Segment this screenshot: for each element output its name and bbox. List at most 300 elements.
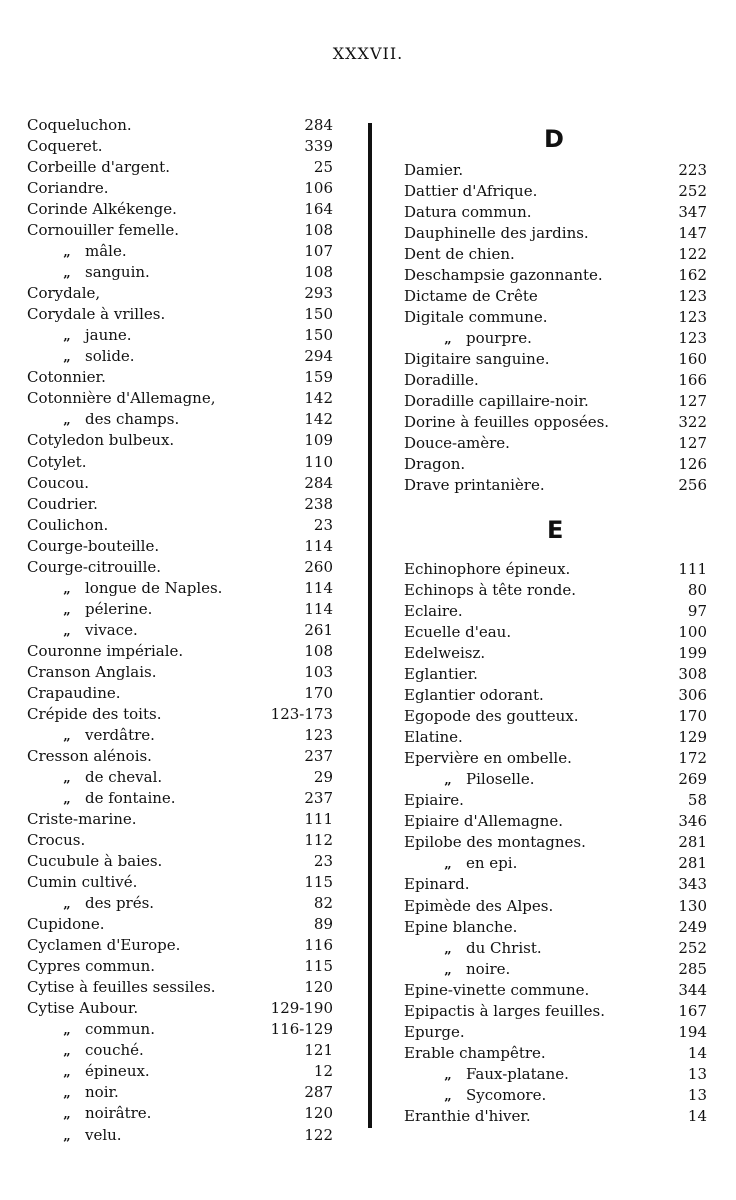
index-entry xyxy=(27,494,333,515)
index-entry xyxy=(27,367,333,388)
index-entry xyxy=(27,430,333,451)
entry-page: 123 xyxy=(678,287,707,306)
entry-name-text: Cotonnier. xyxy=(27,368,106,387)
entry-name-text: Drave printanière. xyxy=(404,476,545,495)
entry-name-text: Courge-bouteille. xyxy=(27,536,160,555)
entry-name-text: commun. xyxy=(85,1020,155,1039)
entry-name xyxy=(49,725,155,747)
entry-page: 127 xyxy=(678,392,707,411)
entry-name-text: Coucou. xyxy=(27,473,90,492)
entry-name xyxy=(49,620,138,642)
index-entry xyxy=(27,704,333,725)
entry-page: 339 xyxy=(304,137,333,156)
entry-name-text: Doradille capillaire-noir. xyxy=(404,392,589,411)
entry-name xyxy=(404,244,515,265)
entry-page: 116 xyxy=(304,936,333,955)
ditto-mark: „ xyxy=(444,773,452,789)
entry-name-text: Couronne impériale. xyxy=(27,641,184,660)
entry-page: 114 xyxy=(304,578,333,597)
entry-name-text: Cytise Aubour. xyxy=(27,999,139,1018)
entry-name-text: Cytise à feuilles sessiles. xyxy=(27,978,216,997)
ditto-mark: „ xyxy=(63,1107,71,1123)
entry-page: 199 xyxy=(678,644,707,663)
entry-name-text: verdâtre. xyxy=(85,725,155,744)
entry-name xyxy=(430,1064,569,1086)
entry-name xyxy=(404,349,549,370)
entry-page: 107 xyxy=(304,242,333,261)
index-entry xyxy=(404,412,707,433)
entry-name-text: Cornouiller femelle. xyxy=(27,221,180,240)
entry-page: 82 xyxy=(313,894,333,913)
entry-name-text: Crocus. xyxy=(27,831,86,850)
entry-name-text: Eranthie d'hiver. xyxy=(404,1106,531,1125)
entry-name xyxy=(404,980,589,1001)
entry-page: 170 xyxy=(304,683,333,702)
entry-page: 147 xyxy=(678,224,707,243)
entry-name xyxy=(49,409,179,431)
entry-name xyxy=(27,283,100,304)
entry-name xyxy=(404,307,547,328)
entry-name xyxy=(27,746,152,767)
entry-name-text: Datura commun. xyxy=(404,203,532,222)
entry-name xyxy=(404,601,463,622)
index-entry xyxy=(404,1106,707,1127)
entry-name xyxy=(27,157,170,178)
entry-name xyxy=(49,1082,119,1104)
entry-name-text: des champs. xyxy=(85,410,180,429)
ditto-mark: „ xyxy=(63,350,71,366)
entry-name-text: Digitale commune. xyxy=(404,308,548,327)
ditto-mark: „ xyxy=(63,623,71,639)
entry-name xyxy=(404,1106,531,1127)
index-entry xyxy=(404,559,707,580)
entry-page: 111 xyxy=(304,810,333,829)
index-entry xyxy=(27,725,333,746)
entry-page: 261 xyxy=(304,620,333,639)
ditto-mark: „ xyxy=(444,1088,452,1104)
entry-page: 122 xyxy=(304,1125,333,1144)
entry-page: 13 xyxy=(687,1085,707,1104)
entry-name-text: Sycomore. xyxy=(466,1085,547,1104)
entry-name-text: Cotonnière d'Allemagne, xyxy=(27,389,216,408)
index-entry xyxy=(404,580,707,601)
index-entry xyxy=(27,536,333,557)
index-entry xyxy=(404,832,707,853)
index-entry xyxy=(404,1043,707,1064)
entry-name xyxy=(430,328,532,350)
entry-name-text: Corydale, xyxy=(27,284,101,303)
entry-page: 249 xyxy=(678,917,707,936)
index-entry xyxy=(27,178,333,199)
entry-name-text: Faux-platane. xyxy=(466,1064,569,1083)
index-entry xyxy=(27,1019,333,1040)
entry-name-text: Eglantier odorant. xyxy=(404,686,544,705)
entry-name-text: Deschampsie gazonnante. xyxy=(404,266,603,285)
entry-page: 223 xyxy=(678,161,707,179)
entry-name xyxy=(27,536,159,557)
entry-page: 115 xyxy=(304,957,333,976)
entry-name xyxy=(49,788,176,810)
entry-name-text: Dent de chien. xyxy=(404,245,515,264)
entry-name-text: noir. xyxy=(85,1083,119,1102)
index-entry xyxy=(27,683,333,704)
entry-name xyxy=(27,935,180,956)
entry-name xyxy=(404,433,510,454)
entry-name xyxy=(404,475,545,496)
index-entry xyxy=(404,307,707,328)
index-entry xyxy=(27,283,333,304)
entry-name xyxy=(404,559,570,580)
entry-name xyxy=(404,412,609,433)
ditto-mark: „ xyxy=(63,897,71,913)
index-entry xyxy=(27,304,333,325)
entry-name-text: longue de Naples. xyxy=(85,578,223,597)
ditto-mark: „ xyxy=(63,1023,71,1039)
index-entry xyxy=(27,956,333,977)
entry-page: 14 xyxy=(687,1106,707,1125)
entry-name xyxy=(49,241,127,263)
entry-name-text: Piloselle. xyxy=(466,770,535,789)
entry-name xyxy=(404,832,586,853)
index-entry xyxy=(404,959,707,980)
entry-name-text: Criste-marine. xyxy=(27,810,137,829)
entry-name-text: Coriandre. xyxy=(27,179,109,198)
entry-name xyxy=(27,473,89,494)
entry-name xyxy=(404,1022,465,1043)
entry-name-text: Doradille. xyxy=(404,371,479,390)
entry-name xyxy=(49,1061,150,1083)
entry-name-text: Epiaire. xyxy=(404,791,464,810)
entry-page: 287 xyxy=(304,1083,333,1102)
entry-page: 308 xyxy=(678,665,707,684)
entry-name-text: Dorine à feuilles opposées. xyxy=(404,413,610,432)
entry-name xyxy=(27,851,162,872)
entry-name xyxy=(404,454,465,475)
entry-page: 166 xyxy=(678,371,707,390)
entry-page: 103 xyxy=(304,662,333,681)
ditto-mark: „ xyxy=(63,792,71,807)
entry-name xyxy=(430,959,510,981)
index-entry xyxy=(27,935,333,956)
entry-name-text: des prés. xyxy=(85,894,155,913)
index-entry xyxy=(404,454,707,475)
index-entry xyxy=(27,599,333,620)
entry-name xyxy=(430,853,517,875)
entry-page: 106 xyxy=(304,179,333,198)
index-entry xyxy=(27,1082,333,1103)
entry-name xyxy=(49,1103,151,1125)
index-entry xyxy=(404,601,707,622)
entry-page: 343 xyxy=(678,875,707,894)
entry-page: 142 xyxy=(304,389,333,408)
index-entry xyxy=(27,998,333,1019)
entry-name-text: Cresson alénois. xyxy=(27,746,152,765)
index-entry xyxy=(27,136,333,157)
entry-name-text: couché. xyxy=(85,1041,144,1060)
index-entry xyxy=(404,349,707,370)
entry-name-text: vivace. xyxy=(85,620,138,639)
entry-name-text: Elatine. xyxy=(404,728,463,747)
entry-name xyxy=(404,286,538,307)
index-entry xyxy=(27,914,333,935)
entry-name-text: pélerine. xyxy=(85,599,153,618)
index-entry xyxy=(27,809,333,830)
entry-name-text: Cucubule à baies. xyxy=(27,852,163,871)
index-entry xyxy=(27,1061,333,1082)
entry-name-text: noirâtre. xyxy=(85,1104,152,1123)
entry-name-text: Ecuelle d'eau. xyxy=(404,623,512,642)
entry-page: 170 xyxy=(678,707,707,726)
entry-page: 29 xyxy=(313,767,333,786)
entry-page: 114 xyxy=(304,599,333,618)
entry-name xyxy=(404,1001,605,1022)
ditto-mark: „ xyxy=(63,1065,71,1081)
entry-page: 256 xyxy=(678,476,707,495)
entry-name xyxy=(404,160,463,181)
entry-name xyxy=(404,265,603,286)
entry-page: 116-129 xyxy=(270,1020,333,1039)
ditto-mark: „ xyxy=(63,245,71,261)
entry-page: 25 xyxy=(313,158,333,177)
entry-name-text: Douce-amère. xyxy=(404,434,510,453)
entry-name xyxy=(27,304,165,325)
entry-page: 167 xyxy=(678,1001,707,1020)
entry-name xyxy=(49,1019,155,1041)
entry-page: 159 xyxy=(304,368,333,387)
section-letter-e: E xyxy=(547,516,564,544)
entry-page: 322 xyxy=(678,413,707,432)
entry-name-text: Echinophore épineux. xyxy=(404,560,571,578)
entry-name xyxy=(404,181,537,202)
entry-name-text: Epiaire d'Allemagne. xyxy=(404,812,564,831)
index-entry xyxy=(404,769,707,790)
ditto-mark: „ xyxy=(63,266,71,282)
entry-name xyxy=(27,452,86,473)
index-entry xyxy=(27,620,333,641)
entry-name-text: de cheval. xyxy=(85,767,163,786)
index-entry xyxy=(27,115,333,136)
index-entry xyxy=(404,748,707,769)
entry-name xyxy=(430,938,542,960)
index-entry xyxy=(27,473,333,494)
entry-name xyxy=(404,748,572,769)
index-entry xyxy=(404,202,707,223)
entry-name xyxy=(27,956,155,977)
entry-name-text: Digitaire sanguine. xyxy=(404,350,550,369)
entry-name-text: Epurge. xyxy=(404,1022,465,1041)
entry-page: 285 xyxy=(678,959,707,978)
entry-page: 347 xyxy=(678,203,707,222)
page-number: XXXVII. xyxy=(332,44,404,63)
index-entry xyxy=(404,181,707,202)
index-entry xyxy=(27,746,333,767)
index-entry xyxy=(27,830,333,851)
entry-name-text: Dauphinelle des jardins. xyxy=(404,224,589,243)
entry-page: 108 xyxy=(304,221,333,240)
index-entry xyxy=(27,1125,333,1146)
ditto-mark: „ xyxy=(63,770,71,786)
entry-name xyxy=(404,685,544,706)
index-entry xyxy=(404,328,707,349)
column-divider xyxy=(368,123,372,1128)
ditto-mark: „ xyxy=(444,857,452,873)
index-entry xyxy=(27,1103,333,1124)
entry-page: 80 xyxy=(687,581,707,600)
entry-name xyxy=(27,430,174,451)
entry-name-text: mâle. xyxy=(85,242,127,261)
entry-page: 150 xyxy=(304,305,333,324)
entry-name-text: Epervière en ombelle. xyxy=(404,749,572,768)
index-entry xyxy=(404,874,707,895)
entry-name-text: Cypres commun. xyxy=(27,957,156,976)
section-letter-d: D xyxy=(544,125,564,153)
index-entry xyxy=(404,896,707,917)
entry-name xyxy=(404,811,563,832)
entry-name-text: Epipactis à larges feuilles. xyxy=(404,1001,605,1020)
entry-name xyxy=(404,223,589,244)
entry-page: 260 xyxy=(304,557,333,576)
index-entry xyxy=(27,515,333,536)
entry-name xyxy=(27,872,137,893)
entry-name xyxy=(49,1125,122,1147)
entry-page: 252 xyxy=(678,938,707,957)
entry-name-text: Coulichon. xyxy=(27,515,109,534)
index-entry xyxy=(404,160,707,181)
entry-name-text: Coqueret. xyxy=(27,137,103,156)
index-entry xyxy=(404,370,707,391)
ditto-mark: „ xyxy=(63,1044,71,1060)
entry-name xyxy=(404,643,485,664)
entry-page: 89 xyxy=(313,915,333,934)
entry-page: 100 xyxy=(678,623,707,642)
entry-page: 164 xyxy=(304,200,333,219)
index-entry xyxy=(404,223,707,244)
index-entry xyxy=(404,664,707,685)
entry-page: 129 xyxy=(678,728,707,747)
index-entry xyxy=(404,790,707,811)
ditto-mark: „ xyxy=(444,941,452,957)
entry-page: 252 xyxy=(678,182,707,201)
index-entry xyxy=(404,286,707,307)
entry-page: 13 xyxy=(687,1064,707,1083)
entry-name xyxy=(27,220,179,241)
index-entry xyxy=(27,262,333,283)
entry-name-text: Edelweisz. xyxy=(404,644,486,663)
index-entry xyxy=(404,917,707,938)
entry-name xyxy=(27,683,121,704)
entry-name xyxy=(404,874,470,895)
entry-page: 127 xyxy=(678,434,707,453)
entry-page: 23 xyxy=(313,515,333,534)
entry-name xyxy=(404,664,478,685)
entry-name xyxy=(404,706,579,727)
index-entry xyxy=(404,1022,707,1043)
ditto-mark: „ xyxy=(63,1086,71,1102)
index-entry xyxy=(404,391,707,412)
entry-name xyxy=(27,557,161,578)
ditto-mark: „ xyxy=(444,962,452,978)
entry-name-text: Cumin cultivé. xyxy=(27,873,138,892)
entry-page: 172 xyxy=(678,749,707,768)
index-entry xyxy=(404,1001,707,1022)
entry-name xyxy=(27,494,98,515)
entry-name xyxy=(404,370,479,391)
index-entry xyxy=(404,853,707,874)
entry-name-text: Coqueluсhon. xyxy=(27,116,132,134)
entry-name-text: solide. xyxy=(85,347,135,366)
entry-name-text: du Christ. xyxy=(466,938,542,957)
entry-name-text: Epimède des Alpes. xyxy=(404,896,554,915)
entry-page: 130 xyxy=(678,896,707,915)
entry-page: 14 xyxy=(687,1043,707,1062)
entry-name xyxy=(49,599,152,621)
index-section-d xyxy=(404,160,707,497)
ditto-mark: „ xyxy=(63,1128,71,1144)
entry-name-text: Cotylet. xyxy=(27,452,87,471)
entry-page: 122 xyxy=(678,245,707,264)
entry-name xyxy=(27,178,109,199)
entry-page: 120 xyxy=(304,978,333,997)
entry-page: 123 xyxy=(304,725,333,744)
entry-page: 111 xyxy=(678,560,707,578)
index-entry xyxy=(404,622,707,643)
entry-name-text: pourpre. xyxy=(466,329,532,348)
entry-page: 269 xyxy=(678,770,707,789)
index-entry xyxy=(27,851,333,872)
entry-name-text: Cyclamen d'Europe. xyxy=(27,936,181,955)
entry-name-text: Corinde Alkékenge. xyxy=(27,200,177,219)
ditto-mark: „ xyxy=(63,728,71,744)
index-entry xyxy=(404,475,707,496)
entry-page: 238 xyxy=(304,494,333,513)
entry-page: 284 xyxy=(304,473,333,492)
entry-page: 126 xyxy=(678,455,707,474)
entry-name-text: Epine blanche. xyxy=(404,917,518,936)
entry-name xyxy=(404,202,532,223)
ditto-mark: „ xyxy=(63,581,71,597)
index-entry xyxy=(27,1040,333,1061)
entry-name xyxy=(49,346,135,368)
entry-name-text: Coudrier. xyxy=(27,494,98,513)
entry-name xyxy=(27,809,137,830)
entry-name xyxy=(27,115,132,136)
entry-page: 108 xyxy=(304,641,333,660)
entry-name-text: Damier. xyxy=(404,161,464,179)
index-entry xyxy=(404,244,707,265)
entry-page: 162 xyxy=(678,266,707,285)
entry-page: 115 xyxy=(304,873,333,892)
index-entry xyxy=(27,788,333,809)
entry-page: 237 xyxy=(304,746,333,765)
index-entry xyxy=(404,1064,707,1085)
entry-name-text: Epilobe des montagnes. xyxy=(404,833,586,852)
entry-page: 344 xyxy=(678,980,707,999)
entry-name xyxy=(404,727,463,748)
ditto-mark: „ xyxy=(444,1067,452,1083)
index-entry xyxy=(404,685,707,706)
index-entry xyxy=(27,641,333,662)
entry-name xyxy=(49,578,222,600)
entry-name-text: Echinops à tête ronde. xyxy=(404,581,576,600)
entry-page: 346 xyxy=(678,812,707,831)
entry-name-text: Dragon. xyxy=(404,455,466,474)
entry-name-text: Egopode des goutteux. xyxy=(404,707,579,726)
entry-name-text: Eclaire. xyxy=(404,602,463,621)
entry-name xyxy=(27,830,85,851)
index-entry xyxy=(27,872,333,893)
entry-name xyxy=(27,388,215,409)
entry-name-text: Cupidone. xyxy=(27,915,105,934)
